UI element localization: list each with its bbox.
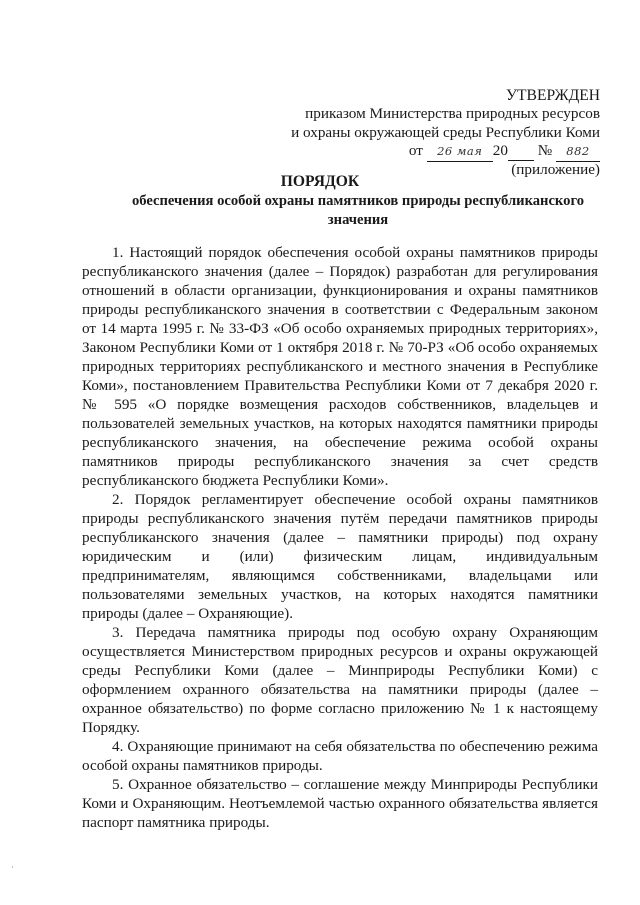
handwritten-number: 882: [556, 141, 600, 162]
approved-label: УТВЕРЖДЕН: [505, 87, 600, 104]
scan-mark: ·: [11, 862, 14, 872]
approval-block: [291, 86, 600, 178]
date-prefix: от: [408, 142, 423, 160]
paragraph-2: 2. Порядок регламентирует обеспечение особой охраны памятников природы республиканского значения путём передачи памятников природы республиканского значения (далее – памятники природы) под охрану юридическим и (или) физическим лицам, индивидуальным предпринимателям, являющимся собственниками, владельцами или пользователями земельных участков, на которых находятся памятники природы (далее – Охраняющие).: [82, 491, 598, 622]
approval-order-line-2: и охраны окружающей среды Республики Коми: [291, 123, 600, 141]
paragraph-4: 4. Охраняющие принимают на себя обязательства по обеспечению режима особой охраны памятников природы.: [82, 738, 598, 774]
document-body: [82, 243, 598, 832]
document-subtitle: обеспечения особой охраны памятников природы республиканского значения: [131, 193, 585, 228]
paragraph-3: 3. Передача памятника природы под особую охрану Охраняющим осуществляется Министерством природных ресурсов и охраны окружающей среды Республики Коми (далее – Минприроды Республики Коми) с оформлением охранного обязательства на памятники природы (далее – охранное обязательство) по форме согласно приложению № 1 к настоящему Порядку.: [82, 624, 598, 736]
approval-order-line-1: приказом Министерства природных ресурсов: [305, 105, 600, 123]
year-prefix: 20: [492, 142, 508, 160]
appendix-label: (приложение): [511, 160, 600, 178]
approval-date-line: [291, 141, 600, 159]
number-prefix: №: [537, 142, 553, 160]
handwritten-date: 26 мая: [427, 141, 493, 162]
paragraph-5: 5. Охранное обязательство – соглашение между Минприроды Республики Коми и Охраняющим. Неотъемлемой частью охранного обязательства является паспорт памятника природы.: [82, 776, 598, 831]
paragraph-1: 1. Настоящий порядок обеспечения особой охраны памятников природы республиканского значения (далее – Порядок) разработан для регулирования отношений в области организации, функционирования и охраны памятников природы республиканского значения в соответствии с Федеральным законом от 14 марта 1995 г. № 33-ФЗ «Об особо охраняемых природных территориях», Законом Республики Коми от 1 октября 2018 г. № 70-РЗ «Об особо охраняемых природных территориях республиканского и местного значения в Республике Коми», постановлением Правительства Республики Коми от 7 декабря 2020 г. № 595 «О порядке возмещения расходов собственников, владельцев и пользователей земельных участков, на которых находятся памятники природы республиканского значения, на обеспечение режима особой охраны памятников природы республиканского значения за счет средств республиканского бюджета Республики Коми».: [82, 244, 598, 489]
year-blank: [508, 141, 534, 161]
document-title: ПОРЯДОК: [280, 173, 360, 190]
